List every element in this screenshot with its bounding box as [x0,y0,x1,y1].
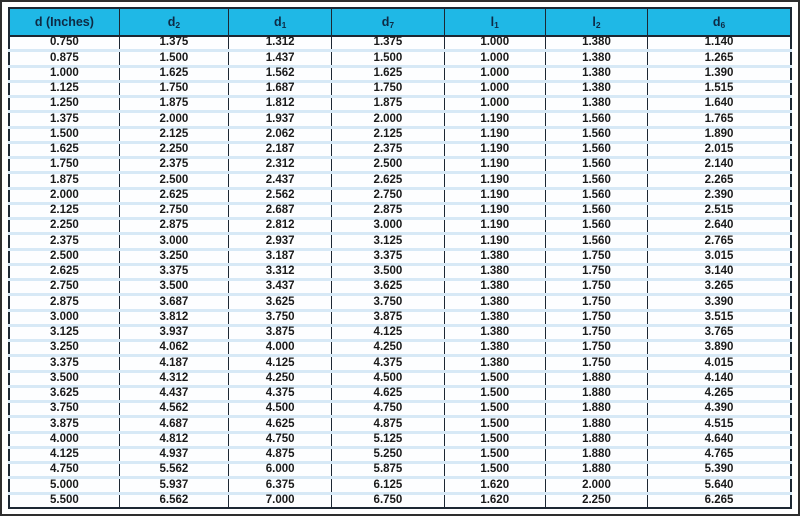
table-cell: 2.750 [332,188,444,203]
table-cell: 4.125 [229,356,332,371]
table-cell: 1.750 [545,341,647,356]
table-cell: 4.250 [332,341,444,356]
table-cell: 4.062 [119,341,228,356]
table-cell: 6.000 [229,463,332,478]
table-cell: 6.750 [332,493,444,508]
table-cell: 1.750 [332,81,444,96]
table-cell: 4.875 [332,417,444,432]
shaft-dimensions-table [8,7,792,509]
table-cell: 4.750 [229,432,332,447]
table-cell: 6.265 [648,493,791,508]
table-cell: 2.250 [545,493,647,508]
table-cell: 2.125 [332,127,444,142]
table-cell: 3.500 [9,371,119,386]
table-row [9,447,791,462]
table-cell: 1.880 [545,386,647,401]
table-cell: 3.937 [119,325,228,340]
table-cell: 1.880 [545,402,647,417]
table-cell: 1.000 [444,66,545,81]
table-cell: 2.265 [648,173,791,188]
table-row [9,264,791,279]
table-row [9,66,791,81]
column-header-d1: $d_1$ [229,8,332,36]
table-cell: 2.000 [9,188,119,203]
table-cell: 1.380 [444,341,545,356]
table-cell: 1.190 [444,219,545,234]
table-cell: 3.750 [332,295,444,310]
table-cell: 1.500 [444,417,545,432]
table-cell: 1.380 [444,295,545,310]
table-row [9,112,791,127]
table-cell: 4.250 [229,371,332,386]
table-cell: 4.765 [648,447,791,462]
table-cell: 4.515 [648,417,791,432]
table-cell: 4.750 [9,463,119,478]
table-row [9,249,791,264]
table-cell: 3.500 [332,264,444,279]
table-cell: 3.437 [229,280,332,295]
table-cell: 1.500 [332,51,444,66]
table-cell: 1.750 [545,249,647,264]
table-cell: 1.380 [545,66,647,81]
table-cell: 1.000 [444,36,545,51]
table-cell: 4.625 [229,417,332,432]
table-row [9,36,791,51]
table-cell: 5.875 [332,463,444,478]
table-cell: 0.750 [9,36,119,51]
table-cell: 1.375 [119,36,228,51]
table-cell: 1.687 [229,81,332,96]
table-cell: 1.380 [545,51,647,66]
table-row [9,81,791,96]
table-cell: 3.015 [648,249,791,264]
table-cell: 2.750 [119,203,228,218]
table-cell: 2.875 [332,203,444,218]
table-cell: 3.375 [119,264,228,279]
table-cell: 1.500 [444,386,545,401]
table-row [9,341,791,356]
table-cell: 3.312 [229,264,332,279]
table-cell: 1.560 [545,188,647,203]
table-row [9,97,791,112]
table-cell: 1.750 [545,310,647,325]
table-cell: 4.375 [229,386,332,401]
table-cell: 3.515 [648,310,791,325]
table-cell: 3.000 [9,310,119,325]
table-cell: 4.125 [9,447,119,462]
table-cell: 1.750 [545,356,647,371]
table-cell: 3.390 [648,295,791,310]
table-cell: 1.190 [444,158,545,173]
table-cell: 5.562 [119,463,228,478]
table-cell: 5.250 [332,447,444,462]
table-cell: 4.625 [332,386,444,401]
table-cell: 1.500 [119,51,228,66]
table-cell: 4.500 [229,402,332,417]
table-cell: 1.765 [648,112,791,127]
table-cell: 1.380 [444,249,545,264]
table-cell: 2.000 [119,112,228,127]
table-cell: 4.812 [119,432,228,447]
table-cell: 1.380 [444,310,545,325]
table-row [9,188,791,203]
table-cell: 1.620 [444,493,545,508]
table-cell: 1.375 [9,112,119,127]
table-cell: 4.687 [119,417,228,432]
table-cell: 3.765 [648,325,791,340]
table-cell: 1.750 [119,81,228,96]
table-cell: 2.187 [229,142,332,157]
table-cell: 4.312 [119,371,228,386]
table-cell: 4.375 [332,356,444,371]
table-cell: 2.000 [332,112,444,127]
table-body [9,36,791,508]
table-cell: 1.190 [444,203,545,218]
table-cell: 2.500 [332,158,444,173]
table-cell: 1.750 [545,264,647,279]
table-cell: 4.750 [332,402,444,417]
table-cell: 1.560 [545,112,647,127]
table-row [9,203,791,218]
table-cell: 1.750 [545,280,647,295]
table-cell: 1.500 [444,463,545,478]
table-cell: 1.880 [545,432,647,447]
table-cell: 4.000 [229,341,332,356]
table-cell: 1.812 [229,97,332,112]
table-cell: 2.625 [332,173,444,188]
table-cell: 1.380 [444,356,545,371]
table-cell: 3.625 [332,280,444,295]
table-cell: 4.187 [119,356,228,371]
table-cell: 4.640 [648,432,791,447]
table-cell: 2.437 [229,173,332,188]
column-header-d7: $d_7$ [332,8,444,36]
table-cell: 1.560 [545,127,647,142]
table-cell: 1.125 [9,81,119,96]
table-cell: 2.765 [648,234,791,249]
table-cell: 1.880 [545,463,647,478]
table-cell: 3.140 [648,264,791,279]
table-row [9,219,791,234]
table-cell: 5.640 [648,478,791,493]
table-row [9,463,791,478]
table-cell: 4.562 [119,402,228,417]
table-row [9,158,791,173]
table-cell: 2.125 [119,127,228,142]
table-cell: 1.500 [444,371,545,386]
table-cell: 1.190 [444,112,545,127]
table-cell: 1.880 [545,371,647,386]
table-cell: 2.500 [9,249,119,264]
page [2,2,798,514]
table-cell: 3.187 [229,249,332,264]
table-cell: 4.437 [119,386,228,401]
table-cell: 1.750 [545,295,647,310]
table-cell: 4.875 [229,447,332,462]
table-cell: 3.750 [229,310,332,325]
table-cell: 1.375 [332,36,444,51]
table-cell: 1.000 [444,51,545,66]
column-header-d-inches: d (Inches) [9,8,119,36]
table-row [9,127,791,142]
table-cell: 1.560 [545,173,647,188]
table-cell: 1.560 [545,234,647,249]
table-cell: 5.500 [9,493,119,508]
table-cell: 1.190 [444,234,545,249]
table-cell: 1.880 [545,417,647,432]
table-cell: 2.640 [648,219,791,234]
table-cell: 1.380 [444,325,545,340]
table-cell: 1.380 [545,81,647,96]
table-cell: 2.125 [9,203,119,218]
table-cell: 1.750 [9,158,119,173]
table-cell: 2.625 [119,188,228,203]
table-cell: 4.937 [119,447,228,462]
table-cell: 2.140 [648,158,791,173]
table-cell: 2.062 [229,127,332,142]
table-row [9,173,791,188]
table-cell: 3.375 [9,356,119,371]
table-cell: 2.375 [119,158,228,173]
table-cell: 4.500 [332,371,444,386]
table-cell: 1.000 [444,97,545,112]
table-cell: 4.390 [648,402,791,417]
table-cell: 2.750 [9,280,119,295]
table-cell: 1.500 [9,127,119,142]
table-cell: 1.190 [444,188,545,203]
table-cell: 2.312 [229,158,332,173]
table-cell: 2.250 [9,219,119,234]
table-cell: 1.380 [444,280,545,295]
table-cell: 3.625 [229,295,332,310]
table-cell: 3.875 [9,417,119,432]
table-cell: 1.190 [444,142,545,157]
table-cell: 6.375 [229,478,332,493]
table-cell: 2.937 [229,234,332,249]
table-cell: 1.390 [648,66,791,81]
table-cell: 1.140 [648,36,791,51]
table-cell: 1.875 [119,97,228,112]
table-row [9,142,791,157]
table-cell: 5.390 [648,463,791,478]
table-cell: 3.125 [9,325,119,340]
table-cell: 1.000 [444,81,545,96]
table-cell: 1.875 [332,97,444,112]
table-cell: 4.125 [332,325,444,340]
table-cell: 1.500 [444,447,545,462]
table-cell: 2.015 [648,142,791,157]
table-cell: 2.875 [119,219,228,234]
table-cell: 1.312 [229,36,332,51]
table-cell: 1.875 [9,173,119,188]
table-cell: 1.560 [545,219,647,234]
table-cell: 3.500 [119,280,228,295]
table-cell: 3.000 [332,219,444,234]
table-row [9,371,791,386]
table-cell: 1.265 [648,51,791,66]
table-cell: 2.390 [648,188,791,203]
table-row [9,402,791,417]
table-cell: 1.515 [648,81,791,96]
table-row [9,295,791,310]
table-cell: 2.250 [119,142,228,157]
table-row [9,310,791,325]
table-cell: 3.890 [648,341,791,356]
table-row [9,325,791,340]
table-cell: 2.500 [119,173,228,188]
table-row [9,493,791,508]
table-cell: 1.880 [545,447,647,462]
table-cell: 1.625 [119,66,228,81]
table-cell: 1.937 [229,112,332,127]
table-cell: 2.375 [332,142,444,157]
table-cell: 3.875 [332,310,444,325]
table-cell: 3.750 [9,402,119,417]
table-cell: 2.000 [545,478,647,493]
table-cell: 3.250 [9,341,119,356]
table-row [9,386,791,401]
table-cell: 2.375 [9,234,119,249]
table-cell: 1.190 [444,127,545,142]
table-row [9,432,791,447]
table-cell: 2.687 [229,203,332,218]
table-cell: 3.687 [119,295,228,310]
table-cell: 4.015 [648,356,791,371]
table-cell: 1.620 [444,478,545,493]
table-cell: 1.000 [9,66,119,81]
table-row [9,280,791,295]
table-cell: 4.265 [648,386,791,401]
table-cell: 1.500 [444,402,545,417]
table-cell: 1.890 [648,127,791,142]
table-cell: 5.937 [119,478,228,493]
table-cell: 1.560 [545,158,647,173]
table-cell: 3.875 [229,325,332,340]
table-cell: 1.437 [229,51,332,66]
table-row [9,356,791,371]
column-header-d2: $d_2$ [119,8,228,36]
table-cell: 1.625 [9,142,119,157]
table-header-row [9,8,791,36]
table-row [9,234,791,249]
table-cell: 2.515 [648,203,791,218]
table-cell: 3.000 [119,234,228,249]
table-cell: 1.560 [545,142,647,157]
table-cell: 2.625 [9,264,119,279]
table-cell: 1.190 [444,173,545,188]
table-cell: 1.560 [545,203,647,218]
table-row [9,417,791,432]
table-cell: 1.750 [545,325,647,340]
table-cell: 7.000 [229,493,332,508]
table-cell: 6.562 [119,493,228,508]
table-cell: 5.000 [9,478,119,493]
table-cell: 1.380 [545,97,647,112]
table-cell: 3.812 [119,310,228,325]
table-cell: 6.125 [332,478,444,493]
table-row [9,51,791,66]
table-cell: 3.625 [9,386,119,401]
table-cell: 2.562 [229,188,332,203]
column-header-l2: $l_2$ [545,8,647,36]
table-row [9,478,791,493]
table-cell: 4.140 [648,371,791,386]
table-cell: 4.000 [9,432,119,447]
table-cell: 5.125 [332,432,444,447]
table-cell: 3.265 [648,280,791,295]
table-cell: 1.250 [9,97,119,112]
table-cell: 3.375 [332,249,444,264]
table-cell: 1.640 [648,97,791,112]
table-cell: 1.562 [229,66,332,81]
table-cell: 2.812 [229,219,332,234]
table-cell: 0.875 [9,51,119,66]
column-header-d6: $d_6$ [648,8,791,36]
table-cell: 2.875 [9,295,119,310]
table-cell: 1.500 [444,432,545,447]
column-header-l1: $l_1$ [444,8,545,36]
table-cell: 3.125 [332,234,444,249]
table-cell: 1.380 [444,264,545,279]
table-cell: 3.250 [119,249,228,264]
table-cell: 1.625 [332,66,444,81]
table-cell: 1.380 [545,36,647,51]
